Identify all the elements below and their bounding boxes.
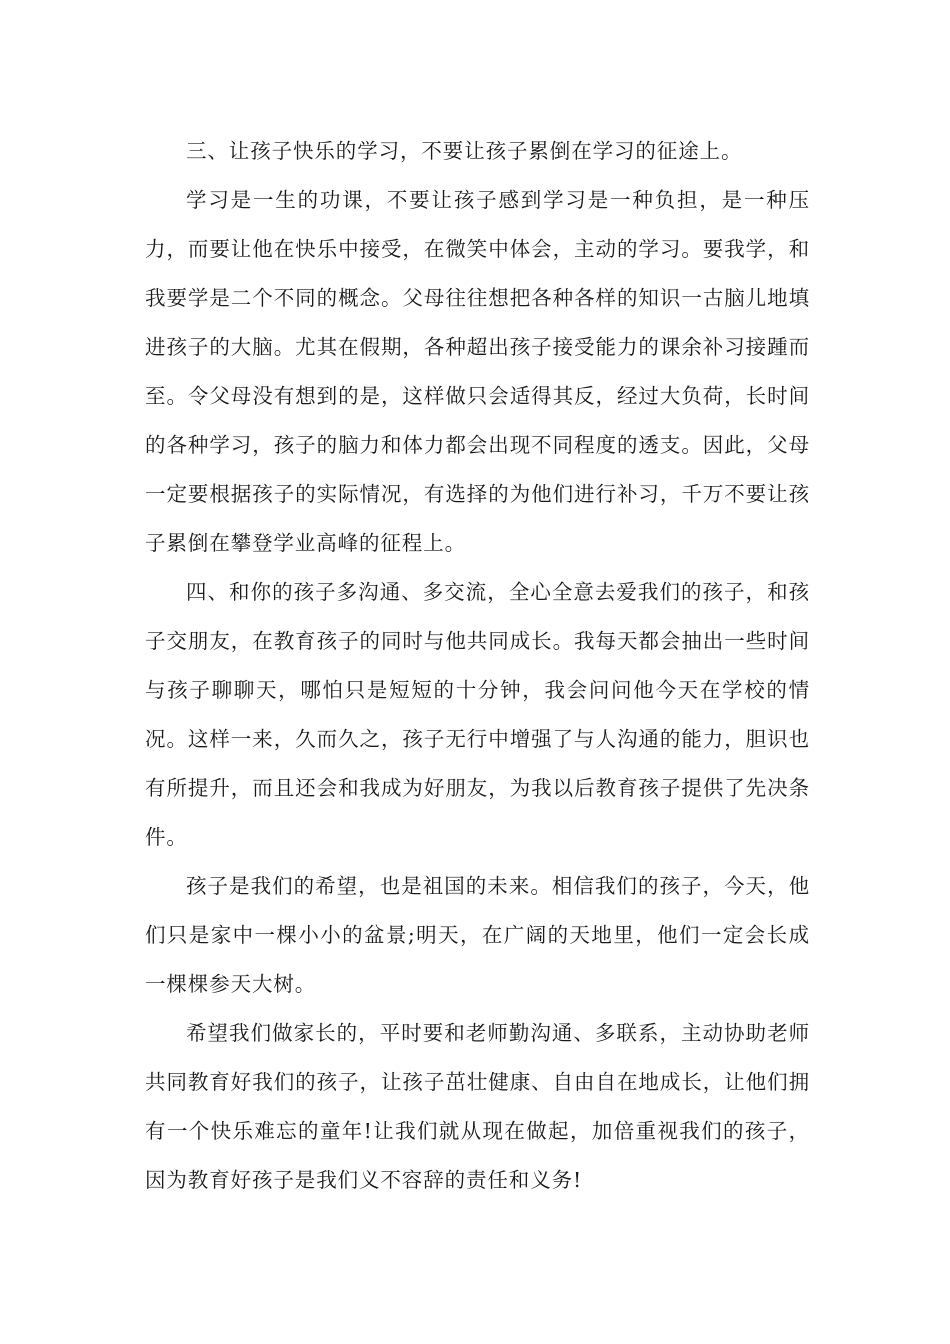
paragraph-learning-burden: 学习是一生的功课，不要让孩子感到学习是一种负担，是一种压力，而要让他在快乐中接受，在微笑中体会，主动的学习。要我学，和我要学是二个不同的概念。父母往往想把各种各样的知识一古脑儿地填进孩子的大脑。尤其在假期，各种超出孩子接受能力的课余补习接踵而至。令父母没有想到的是，这样做只会适得其反，经过大负荷，长时间的各种学习，孩子的脑力和体力都会出现不同程度的透支。因此，父母一定要根据孩子的实际情况，有选择的为他们进行补习，千万不要让孩子累倒在攀登学业高峰的征程上。	[145, 188, 810, 555]
paragraph-section-three-heading: 三、让孩子快乐的学习，不要让孩子累倒在学习的征途上。	[186, 139, 743, 163]
paragraph-parents-teachers: 希望我们做家长的，平时要和老师勤沟通、多联系，主动协助老师共同教育好我们的孩子，让孩子茁壮健康、自由自在地成长，让他们拥有一个快乐难忘的童年!让我们就从现在做起，加倍重视我们的孩子，因为教育好孩子是我们义不容辞的责任和义务!	[145, 1021, 810, 1192]
paragraph-section-four-communication: 四、和你的孩子多沟通、多交流，全心全意去爱我们的孩子，和孩子交朋友，在教育孩子的同时与他共同成长。我每天都会抽出一些时间与孩子聊聊天，哪怕只是短短的十分钟，我会问问他今天在学校的情况。这样一来，久而久之，孩子无行中增强了与人沟通的能力，胆识也有所提升，而且还会和我成为好朋友，为我以后教育孩子提供了先决条件。	[145, 580, 810, 849]
paragraph-children-hope: 孩子是我们的希望，也是祖国的未来。相信我们的孩子，今天，他们只是家中一棵小小的盆景;明天，在广阔的天地里，他们一定会长成一棵棵参天大树。	[145, 874, 810, 996]
document-body	[145, 127, 810, 1205]
